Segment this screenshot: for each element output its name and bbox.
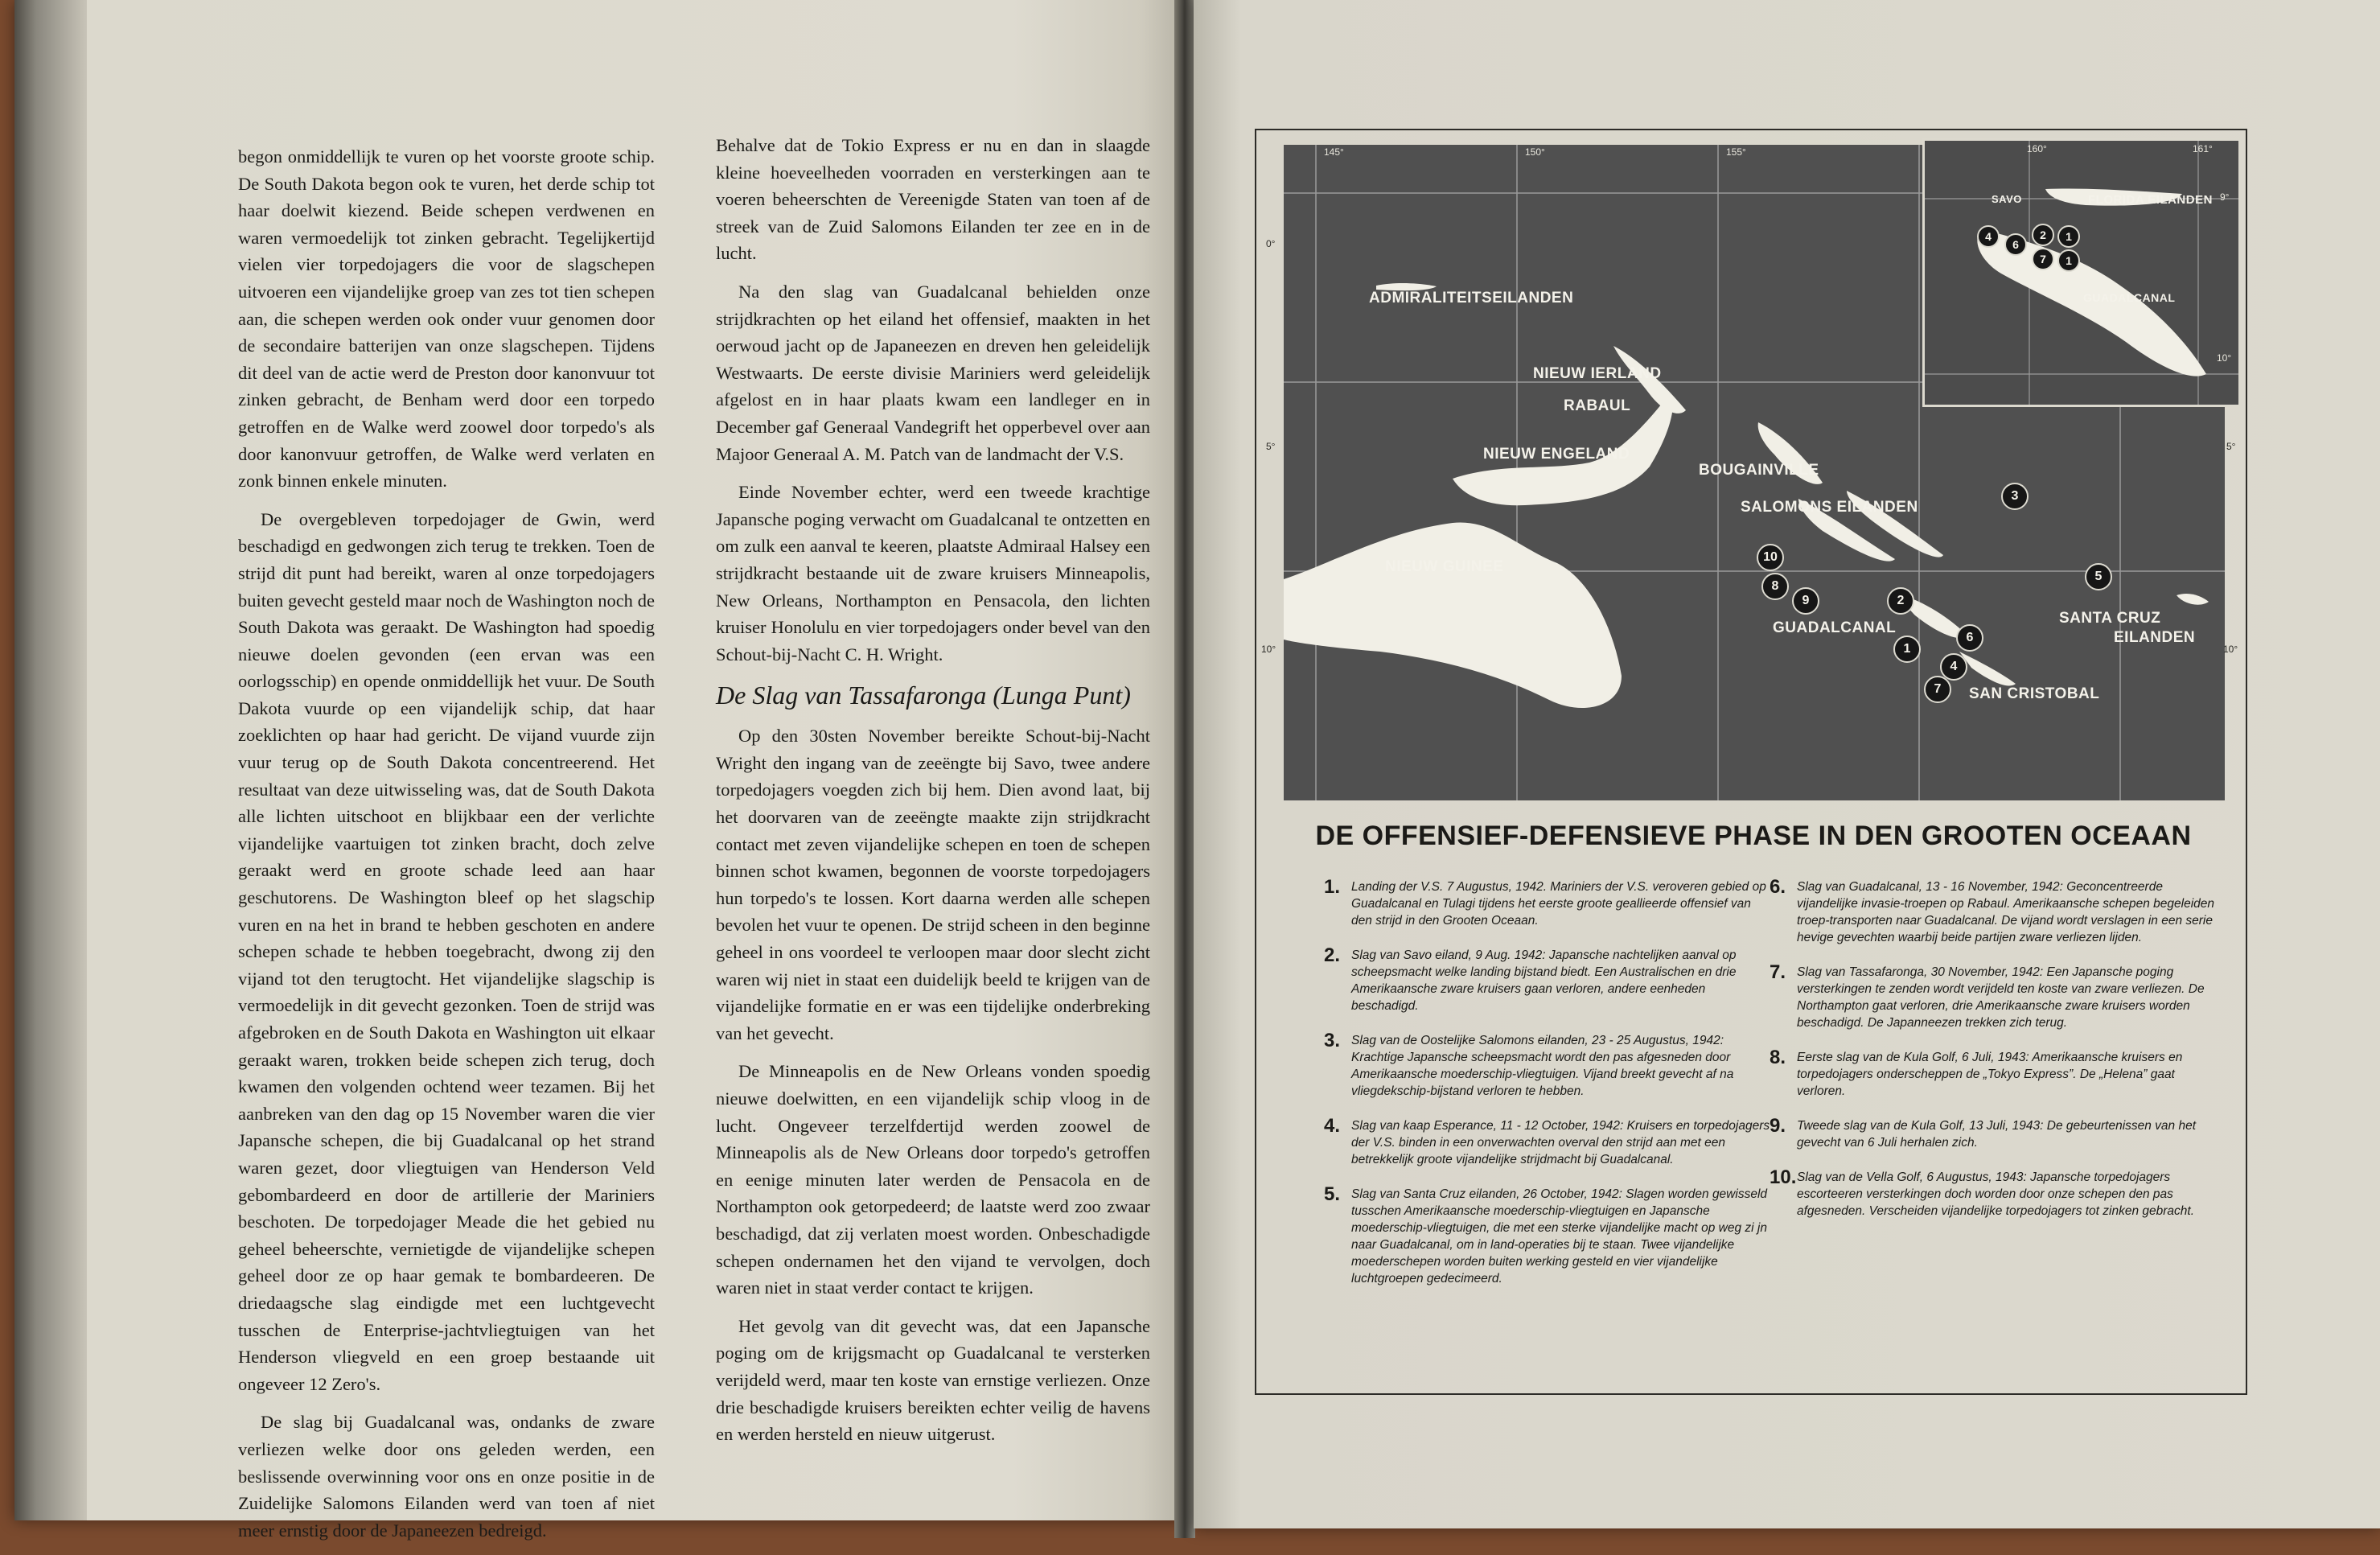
inset-graphics — [1925, 141, 2238, 405]
paragraph: Einde November echter, werd een tweede krachtige Japansche poging verwacht om Guadalcanal te ontzetten en om zulk een aanval te keeren, plaatste Admiraal Halsey een strijdkracht bestaande uit de zware kruisers Minneapolis, New Orleans, Northampton en Pensacola, den lichten kruiser Honolulu en vier torpedojagers onder bevel van den Schout-bij-Nacht C. H. Wright. — [716, 482, 1150, 664]
legend-number: 2. — [1324, 944, 1341, 966]
map-label-rabaul: RABAUL — [1564, 397, 1631, 414]
legend-text: Slag van de Oostelijke Salomons eilanden, 23 - 25 Augustus, 1942: Krachtige Japansche scheepsmacht wordt den pas afgesneden door Amerikaansche moederschip-vliegtuigen. Vijand breekt gevecht af na vliegdekschip-bijstand verloren te hebben. — [1351, 1034, 1734, 1098]
battle-marker: 8 — [1761, 573, 1789, 600]
legend-number: 8. — [1770, 1047, 1786, 1068]
legend-text: Slag van Santa Cruz eilanden, 26 October, 1942: Slagen worden gewisseld tusschen Amerikaansche moederschip-vliegtuigen en Japansche moederschip-vliegtuigen, die met een sterke vijandelijke macht op weg zi jn naar Guadalcanal, om in land-operaties bij te staan. Twee vijandelijke moederschepen worden buiten werking gesteld en vier vijandelijke luchtgroepen gedecimeerd. — [1351, 1187, 1768, 1286]
legend-item — [1324, 1032, 1774, 1100]
map-label-new-ireland: NIEUW IERLAND — [1533, 365, 1662, 382]
battle-marker: 2 — [1887, 587, 1914, 615]
map-label-admiralty: ADMIRALITEITSEILANDEN — [1369, 290, 1574, 306]
legend-number: 4. — [1324, 1115, 1341, 1137]
map-label-new-england: NIEUW ENGELAND — [1483, 446, 1630, 463]
legend-number: 6. — [1770, 876, 1786, 898]
legend-text: Slag van Tassafaronga, 30 November, 1942: Een Japansche poging versterkingen te zenden wordt verijdeld ten koste van zware verliezen. De Northampton gaat verloren, drie Amerikaansche zware kruisers worden beschadigd. De Japanneezen trekken zich terug. — [1797, 965, 2205, 1030]
paragraph: Op den 30sten November bereikte Schout-bij-Nacht Wright den ingang van de zeeëngte bij Savo, twee andere torpedojagers voegden zich bij hem. Dien avond laat, bij het doorvaren van de zeeëngte maakte zijn strijdkracht contact met zeven vijandelijke schepen en toen de schepen binnen schot kwamen, begonnen de voorste torpedojagers hun torpedo's te lossen. Kort daarna werden alle schepen bevolen het vuur te openen. De strijd scheen in den beginne geheel in ons voordeel te verloopen maar door slecht zicht waren wij niet in staat een duidelijk beeld te krijgen van de vijandelijke formatie en er was een tijdelijke onderbreking van het gevecht. — [716, 726, 1150, 1043]
battle-marker: 10 — [1757, 544, 1784, 571]
legend-text: Slag van kaap Esperance, 11 - 12 October, 1942: Kruisers en torpedojagers der V.S. binden in een onverwachten overval den strijd aan met een betrekkelijk groote vijandelijke strijdmacht bij Guadalcanal. — [1351, 1119, 1770, 1166]
map-label-inset-savo: SAVO — [1992, 193, 2022, 205]
longitude-label: 145° — [1324, 146, 1344, 158]
legend-text: Eerste slag van de Kula Golf, 6 Juli, 1943: Amerikaansche kruisers en torpedojagers onderscheppen de „Tokyo Express”. De „Helena” gaat verloren. — [1797, 1051, 2183, 1098]
legend-number: 10. — [1770, 1166, 1797, 1188]
battle-marker: 1 — [1893, 636, 1921, 663]
legend-text: Tweede slag van de Kula Golf, 13 Juli, 1943: De gebeurtenissen van het gevecht van 6 Juli herhalen zich. — [1797, 1119, 2197, 1150]
latitude-label: 10° — [2217, 352, 2232, 364]
battle-marker: 3 — [2001, 483, 2029, 510]
section-heading: De Slag van Tassafaronga (Lunga Punt) — [716, 681, 1131, 710]
legend-column-right — [1770, 878, 2220, 1237]
map-label-santa-cruz: SANTA CRUZ — [2059, 610, 2161, 627]
legend-number: 3. — [1324, 1030, 1341, 1051]
latitude-label: 5° — [2226, 441, 2236, 452]
book-gutter — [1174, 0, 1195, 1538]
page-edge-shadow — [14, 0, 87, 1520]
legend-text: Slag van Guadalcanal, 13 - 16 November, 1942: Geconcentreerde vijandelijke invasie-troepen op Rabaul. Amerikaansche schepen begeleiden troep-transporten naar Guadalcanal. De vijand wordt verslagen in een serie hevige gevechten waarbij beide partijen zware verliezen lijden. — [1797, 880, 2215, 944]
legend-number: 1. — [1324, 876, 1341, 898]
left-column-text — [238, 143, 655, 1555]
battle-marker: 6 — [1956, 624, 1983, 652]
right-column-text — [716, 132, 1150, 1459]
legend-number: 9. — [1770, 1115, 1786, 1137]
inset-map — [1922, 138, 2241, 407]
longitude-label: 160° — [2027, 143, 2047, 154]
inset-battle-marker: 4 — [1977, 225, 2000, 248]
inset-battle-marker: 6 — [2004, 233, 2027, 256]
paragraph: Het gevolg van dit gevecht was, dat een Japansche poging om de krijgsmacht op Guadalcanal te versterken verijdeld werd, maar ten koste van ernstige verliezen. Onze drie beschadigde kruisers bereikten echter veilig de havens en werden hersteld en nieuw uitgerust. — [716, 1315, 1150, 1445]
legend-number: 5. — [1324, 1183, 1341, 1205]
santa-cruz-land — [2177, 594, 2209, 605]
longitude-label: 161° — [2193, 143, 2213, 154]
battle-marker: 9 — [1792, 587, 1819, 615]
paragraph: De overgebleven torpedojager de Gwin, werd beschadigd en gedwongen zich terug te trekken. Toen de strijd dit punt had bereikt, waren al onze torpedojagers buiten gevecht gesteld maar noch de Washington noch de South Dakota was geraakt. De Washington had spoedig nieuwe doelen gevonden (een ervan was een oorlogsschip) en opende onmiddellijk het vuur. De South Dakota vuurde op een vijandelijk schip, dat haar zoeklichten op haar had gericht. De vijand vuurde zijn vuur terug op de South Dakota concentreerend. Het resultaat van deze uitwisseling was, dat de South Dakota alle lichten uitschoot en blijkbaar een der verlichte vijandelijke vaartuigen tot zinken bracht, doch zelve geraakt werd en groote schade leed aan haar geschutorens. De Washington bleef op het slagschip vuren en na het in brand te hebben geschoten en andere schepen schade te hebben toegebracht, dwong zij den vijand tot den terugtocht. Het vijandelijke slagschip is vermoedelijk in dit gevecht gezonken. Toen de strijd was afgebroken en de South Dakota en Washington uit elkaar geraakt waren, trokken beide schepen zich terug, doch kwamen den volgenden ochtend weer tezamen. Bij het aanbreken van den dag op 15 November waren die vier Japansche schepen, die bij Guadalcanal op het strand waren gezet, door vliegtuigen van Henderson Veld gebombardeerd en door de artillerie der Mariniers beschoten. De torpedojager Meade die het gebied nu geheel beheerschte, vernietigde de vijandelijke schepen geheel door ze op haar gemak te bombardeeren. De driedaagsche slag eindigde met een luchtgevecht tusschen de Enterprise-jachtvliegtuigen van het Henderson vliegveld en een groep bestaande uit ongeveer 12 Zero's. — [238, 508, 655, 1394]
latitude-label: 5° — [1266, 441, 1276, 452]
map-label-inset-guadalcanal: GUADALCANAL — [2083, 291, 2176, 304]
battle-marker: 5 — [2085, 563, 2112, 590]
inset-land — [1977, 188, 2206, 376]
map-title: DE OFFENSIEF-DEFENSIEVE PHASE IN DEN GROOTEN OCEAAN — [1315, 821, 2192, 851]
map-label-guadalcanal: GUADALCANAL — [1773, 619, 1897, 636]
paragraph: Na den slag van Guadalcanal behielden onze strijdkrachten op het eiland het offensief, maakten in het oerwoud jacht op de Japaneezen en dreven hen geleidelijk Westwaarts. De eerste divisie Mariniers werd geleidelijk afgelost en in haar plaats kwam een landleger en in December gaf Generaal Vandegrift het opperbevel over aan Majoor Generaal A. M. Patch van de landmacht der V.S. — [716, 281, 1150, 464]
new-guinea-land — [1284, 523, 1622, 708]
legend-item — [1770, 1166, 2220, 1220]
map-label-solomons: SALOMONS EILANDEN — [1741, 499, 1918, 516]
legend-item — [1324, 1183, 1774, 1287]
longitude-label: 155° — [1726, 146, 1746, 158]
latitude-label: 0° — [1266, 238, 1276, 249]
legend-text: Slag van Savo eiland, 9 Aug. 1942: Japansche nachtelijken aanval op scheepsmacht welke landing bijstand biedt. Een Australischen en drie Amerikaansche zware kruisers gaan verloren, andere eenheden beschadigd. — [1351, 948, 1737, 1013]
latitude-label: 9° — [2220, 191, 2230, 203]
longitude-label: 150° — [1525, 146, 1545, 158]
legend-item — [1324, 878, 1774, 929]
paragraph: Behalve dat de Tokio Express er nu en dan in slaagde kleine hoeveelheden voorraden en versterkingen aan te voeren beheerschten de Vereenigde Staten van toen af de streek van de Zuid Salomons Eilanden ter zee en in de lucht. — [716, 135, 1150, 264]
paragraph: begon onmiddellijk te vuren op het voorste groote schip. De South Dakota begon ook te vuren, het derde schip tot haar doelwit kiezend. Beide schepen verdwenen en waren vermoedelijk tot zinken gebracht. Tegelijkertijd vielen vier torpedojagers die voor de slagschepen uitvoeren een vijandelijke groep van zes tot tien schepen aan, die schepen werden ook onder vuur genomen door de secondaire batterijen van onze slagschepen. Tijdens dit deel van de actie werd de Preston door kanonvuur tot zinken gebracht, de Benham werd door een torpedo getroffen en de Walke werd zoowel door torpedo's als door kanonvuur getroffen, de Walke werd verlaten en zonk binnen enkele minuten. — [238, 146, 655, 492]
inset-battle-marker: 7 — [2032, 248, 2054, 270]
inset-battle-marker: 1 — [2057, 249, 2080, 272]
paragraph: De Minneapolis en de New Orleans vonden spoedig nieuwe doelwitten, en een vijandelijk schip vloog in de lucht. Ongeveer terzelfdertijd werden zoowel de Minneapolis als de New Orleans door torpedo's getroffen en eenige minuten later werden de Pensacola en de Northampton ook getorpedeerd; de laatste werd zoo zwaar beschadigd, dat zij verlaten moest worden. Onbeschadigde schepen ondernamen het den vijand te vervolgen, doch waren niet in staat verder contact te krijgen. — [716, 1061, 1150, 1298]
legend-item — [1770, 878, 2220, 946]
legend-item — [1324, 944, 1774, 1014]
battle-marker: 4 — [1940, 653, 1967, 681]
paragraph: De slag bij Guadalcanal was, ondanks de zware verliezen welke door ons geleden werden, een beslissende overwinning voor ons en onze positie in de Zuidelijke Salomons Eilanden werd van toen af niet meer ernstig door de Japaneezen bedreigd. — [238, 1412, 655, 1541]
legend-item — [1770, 1117, 2220, 1151]
legend-item — [1770, 961, 2220, 1031]
legend-item — [1324, 1117, 1774, 1168]
latitude-label: 10° — [2223, 644, 2238, 655]
san-cristobal-land — [1959, 652, 2016, 685]
inset-battle-marker: 1 — [2057, 225, 2080, 248]
battle-marker: 7 — [1924, 676, 1951, 703]
map-label-san-cristobal: SAN CRISTOBAL — [1969, 685, 2100, 702]
legend-text: Landing der V.S. 7 Augustus, 1942. Mariniers der V.S. veroveren gebied op Guadalcanal en Tulagi tijdens het eerste groote geallieerde offensief van den strijd in den Grooten Oceaan. — [1351, 880, 1766, 928]
legend-column-left — [1324, 878, 1774, 1305]
map-label-bougainville: BOUGAINVILLE — [1699, 462, 1819, 479]
inset-battle-marker: 2 — [2032, 224, 2054, 246]
legend-item — [1770, 1049, 2220, 1100]
map-label-inset-florida: FLORIDA EILANDEN — [2088, 193, 2213, 207]
legend-number: 7. — [1770, 961, 1786, 983]
legend-text: Slag van de Vella Golf, 6 Augustus, 1943: Japansche torpedojagers escorteeren versterkingen doch worden door onze schepen den pas afgesneden. Verscheiden vijandelijke torpedojagers tot zinken gebracht. — [1797, 1170, 2195, 1218]
latitude-label: 10° — [1261, 644, 1276, 655]
map-label-new-guinea: NIEUW GUINEE — [1385, 558, 1504, 575]
map-label-santa-cruz-eilanden: EILANDEN — [2114, 629, 2196, 646]
